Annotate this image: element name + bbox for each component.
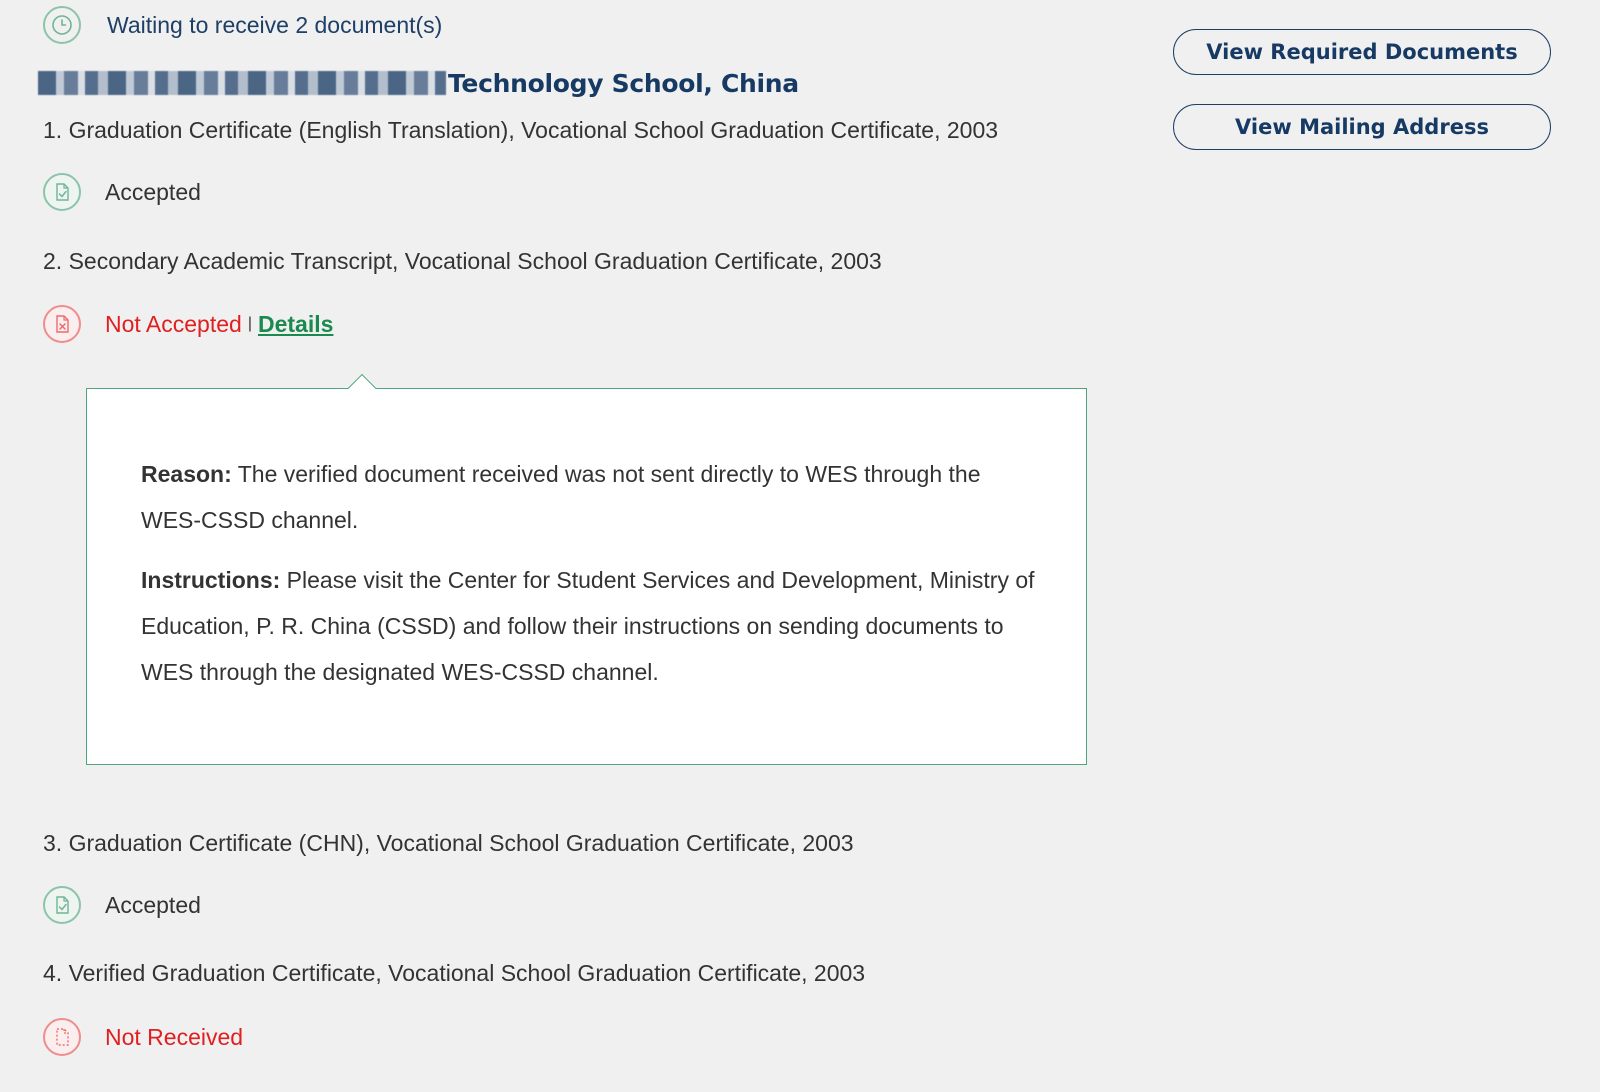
clock-icon bbox=[43, 6, 81, 44]
document-status-3 bbox=[43, 886, 201, 924]
reason-label: Reason: bbox=[141, 461, 232, 487]
separator: | bbox=[247, 315, 252, 332]
document-status-2 bbox=[43, 305, 333, 343]
document-x-icon bbox=[43, 305, 81, 343]
details-content bbox=[141, 451, 1041, 709]
instructions-label: Instructions: bbox=[141, 567, 281, 593]
status-label: Accepted bbox=[105, 891, 201, 918]
document-status-4 bbox=[43, 1018, 243, 1056]
document-title-1: 1. Graduation Certificate (English Translation), Vocational School Graduation Certificate, 2003 bbox=[43, 117, 999, 143]
waiting-text: Waiting to receive 2 document(s) bbox=[107, 11, 443, 38]
reason-paragraph bbox=[141, 451, 1041, 543]
view-mailing-address-button[interactable]: View Mailing Address bbox=[1173, 104, 1551, 150]
document-check-icon bbox=[43, 173, 81, 211]
document-title-4: 4. Verified Graduation Certificate, Vocational School Graduation Certificate, 2003 bbox=[43, 960, 866, 986]
redacted-school-name bbox=[38, 71, 446, 95]
document-status-1 bbox=[43, 173, 201, 211]
waiting-status bbox=[43, 6, 442, 44]
document-title-2: 2. Secondary Academic Transcript, Vocational School Graduation Certificate, 2003 bbox=[43, 248, 882, 274]
school-title bbox=[38, 64, 799, 102]
details-link[interactable]: Details bbox=[257, 310, 334, 337]
document-dashed-icon bbox=[43, 1018, 81, 1056]
instructions-text: Please visit the Center for Student Services and Development, Ministry of Education, P. R. China (CSSD) and follow their instructions on sending documents to WES through the designated WES-CSSD channel. bbox=[141, 567, 1035, 685]
reason-text: The verified document received was not sent directly to WES through the WES-CSSD channel. bbox=[141, 461, 981, 533]
document-title-3: 3. Graduation Certificate (CHN), Vocational School Graduation Certificate, 2003 bbox=[43, 830, 854, 856]
instructions-paragraph bbox=[141, 557, 1041, 695]
view-required-documents-button[interactable]: View Required Documents bbox=[1173, 29, 1551, 75]
status-label: Not Accepted bbox=[105, 310, 242, 337]
status-label: Accepted bbox=[105, 178, 201, 205]
document-check-icon bbox=[43, 886, 81, 924]
details-popover bbox=[86, 388, 1087, 765]
school-name: Technology School, China bbox=[448, 68, 799, 98]
status-label: Not Received bbox=[105, 1023, 244, 1050]
